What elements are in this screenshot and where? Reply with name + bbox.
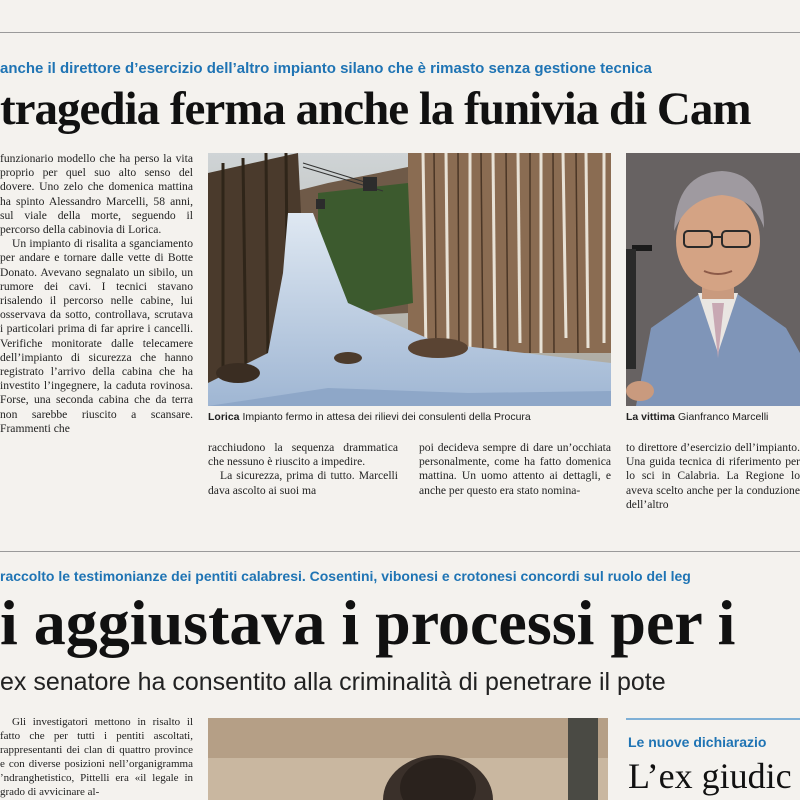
side-kicker: Le nuove dichiarazio: [628, 734, 767, 750]
article1-headline: tragedia ferma anche la funivia di Cam: [0, 83, 751, 135]
paragraph: La sicurezza, prima di tutto. Marcelli dava ascolto ai suoi ma: [208, 469, 398, 497]
paragraph: poi decideva sempre di dare un’occhiata personalmente, come ha fatto domenica mattina. Un uomo attento ai dettagli, e anche per questo era stato nomina-: [419, 441, 611, 497]
article2-kicker: raccolto le testimonianze dei pentiti calabresi. Cosentini, vibonesi e crotonesi concordi sul ruolo del leg: [0, 568, 691, 584]
side-box-rule: [626, 718, 800, 720]
caption-bold: La vittima: [626, 411, 676, 423]
caption-bold: Lorica: [208, 411, 240, 423]
paragraph: Un impianto di risalita a sganciamento per andare e tornare dalle vette di Botte Donato. Avevano segnalato un sibilo, un rumore dei cavi. I tecnici stavano risalendo il percorso nelle cabine, lui osservava da sotto, controllava, scrutava i particolari prima di far aprire i cancelli. Verifiche monitorate dalle telecamere dell’impianto di sicurezza che hanno registrato l’arrivo della cabina che ha investito l’ingegnere, la caduta rovinosa. Forse, una seconda cabina che da terra non sarebbe riuscito a scansare. Frammenti che: [0, 237, 193, 435]
photo-article2: [208, 718, 608, 800]
caption-text: Impianto fermo in attesa dei rilievi dei consulenti della Procura: [242, 411, 531, 423]
side-headline: L’ex giudic: [628, 756, 792, 796]
article2-headline: i aggiustava i processi per i: [0, 587, 736, 658]
article1-column-2: [208, 441, 398, 541]
article1-column-3: [419, 441, 611, 541]
photo-victim-portrait: [626, 153, 800, 406]
article2-column-1: [0, 715, 193, 800]
article1-kicker: anche il direttore d’esercizio dell’altro impianto silano che è rimasto senza gestione tecnica: [0, 60, 652, 77]
photo2-caption: [626, 411, 800, 423]
article2-subhead: ex senatore ha consentito alla criminalità di penetrare il pote: [0, 668, 666, 696]
paragraph: Gli investigatori mettono in risalto il fatto che per tutti i pentiti ascoltati, rappresentanti dei clan di quattro province e con diverse posizioni nell’organigramma ’ndranghetistico, Pittelli era «il legale in grado di avvicinare al-: [0, 716, 193, 798]
article1-column-1: [0, 152, 193, 546]
caption-text: Gianfranco Marcelli: [677, 411, 769, 423]
paragraph: to direttore d’esercizio dell’impianto. Una guida tecnica di riferimento per lo sci in Calabria. La Regione lo aveva scelto anche per la conduzione dell’altro: [626, 441, 800, 511]
section-rule: [0, 551, 800, 552]
photo-lorica-cable-car: [208, 153, 611, 406]
paragraph: funzionario modello che ha perso la vita proprio per quel suo alto senso del dovere. Uno zelo che domenica mattina ha spinto Alessandro Marcelli, 58 anni, sul viale della morte, seguendo il percorso della cabinovia di Lorica.: [0, 152, 193, 237]
photo1-caption: [208, 411, 611, 423]
article1-column-4: [626, 441, 800, 541]
paragraph: racchiudono la sequenza drammatica che nessuno è riuscito a impedire.: [208, 441, 398, 469]
top-rule: [0, 32, 800, 33]
